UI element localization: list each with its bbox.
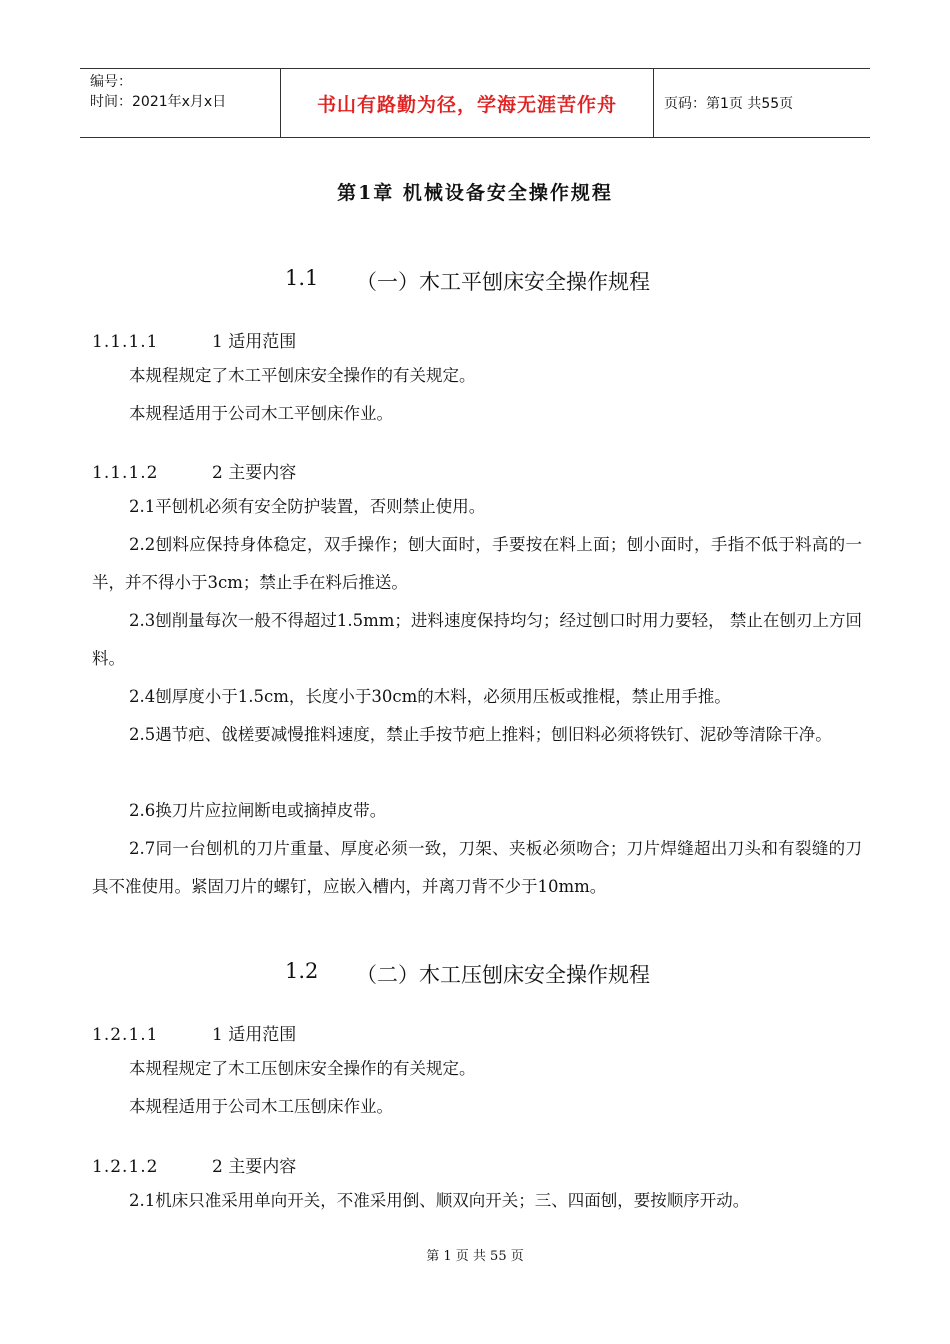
subsection-heading: 2 主要内容 [212, 1157, 297, 1177]
subsection-heading: 1 适用范围 [212, 332, 297, 352]
subsection-number: 1.1.1.2 [92, 463, 159, 483]
paragraph: 2.1机床只准采用单向开关，不准采用倒、顺双向开关；三、四面刨，要按顺序开动。 [129, 1191, 750, 1210]
subsection-number: 1.2.1.1 [92, 1025, 159, 1045]
paragraph: 本规程适用于公司木工压刨床作业。 [129, 1097, 393, 1116]
header-motto: 书山有路勤为径，学海无涯苦作舟 [281, 69, 654, 137]
paragraph: 本规程适用于公司木工平刨床作业。 [129, 404, 393, 423]
paragraph: 2.3刨削量每次一般不得超过1.5mm；进料速度保持均匀；经过刨口时用力要轻， 禁止在刨刃上方回料。 [92, 611, 862, 668]
paragraph: 本规程规定了木工平刨床安全操作的有关规定。 [129, 366, 476, 385]
paragraph: 2.5遇节疤、戗槎要减慢推料速度，禁止手按节疤上推料；刨旧料必须将铁钉、泥砂等清除干净。 [129, 725, 832, 744]
subsection-heading: 2 主要内容 [212, 463, 297, 483]
page-footer: 第 1 页 共 55 页 [426, 1249, 524, 1264]
subsection-title [92, 1152, 296, 1177]
subsection-number: 1.1.1.1 [92, 332, 159, 352]
header-page-info: 页码：第1页 共55页 [664, 96, 794, 112]
subsection-title [92, 458, 296, 483]
page-header [80, 68, 870, 138]
section-heading: （一）木工平刨床安全操作规程 [356, 270, 650, 294]
paragraph: 本规程规定了木工压刨床安全操作的有关规定。 [129, 1059, 476, 1078]
paragraph: 2.4刨厚度小于1.5cm，长度小于30cm的木料，必须用压板或推棍，禁止用手推。 [129, 687, 731, 706]
header-meta [80, 69, 281, 137]
time-label: 时间：2021年x月x日 [90, 94, 227, 110]
section-number: 1.2 [285, 959, 319, 983]
paragraph: 2.7同一台刨机的刀片重量、厚度必须一致，刀架、夹板必须吻合；刀片焊缝超出刀头和有裂缝的刀具不准使用。紧固刀片的螺钉，应嵌入槽内，并离刀背不少于10mm。 [92, 839, 862, 896]
chapter-title: 第1章 机械设备安全操作规程 [337, 182, 613, 204]
subsection-heading: 1 适用范围 [212, 1025, 297, 1045]
serial-label: 编号： [90, 74, 132, 90]
subsection-title [92, 1020, 296, 1045]
paragraph: 2.2刨料应保持身体稳定，双手操作；刨大面时，手要按在料上面；刨小面时，手指不低于料高的一半，并不得小于3cm；禁止手在料后推送。 [92, 535, 862, 592]
paragraph: 2.6换刀片应拉闸断电或摘掉皮带。 [129, 801, 387, 820]
subsection-title [92, 327, 296, 352]
paragraph: 2.1平刨机必须有安全防护装置，否则禁止使用。 [129, 497, 486, 516]
section-heading: （二）木工压刨床安全操作规程 [356, 963, 650, 987]
section-number: 1.1 [285, 266, 319, 290]
subsection-number: 1.2.1.2 [92, 1157, 159, 1177]
